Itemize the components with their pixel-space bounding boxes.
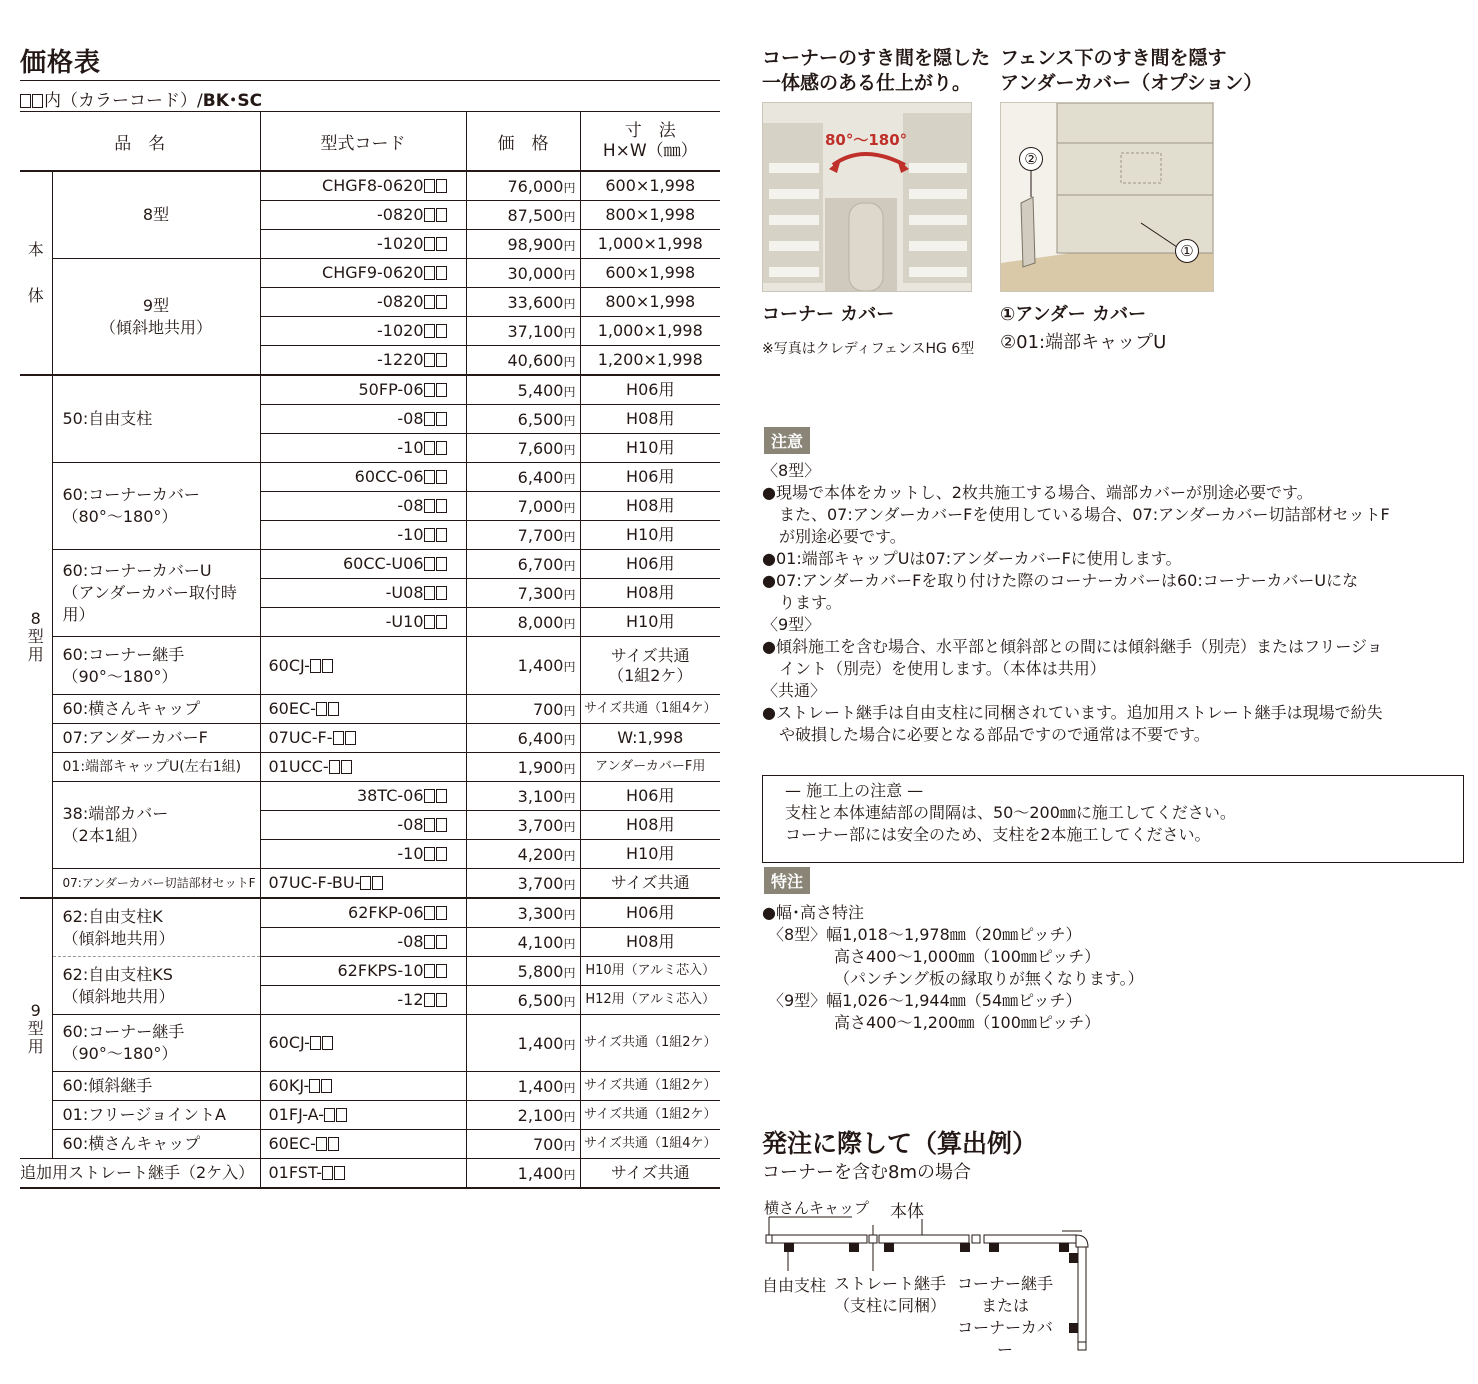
price-cell: 5,400円 (466, 375, 580, 405)
size-cell: サイズ共通（1組4ケ） (580, 695, 720, 724)
price-cell: 6,500円 (466, 986, 580, 1015)
size-cell: H08用 (580, 492, 720, 521)
model-code-cell: 07UC-F- (260, 724, 466, 753)
color-box-icon (424, 410, 448, 429)
post-label: 自由支柱 (762, 1276, 827, 1295)
table-row (20, 1130, 720, 1159)
photo-left-caption: コーナーのすき間を隠した 一体感のある仕上がり。 (762, 47, 991, 94)
product-name: 9型 （傾斜地共用） (52, 259, 260, 376)
model-code-cell: 60CJ- (260, 637, 466, 695)
notes-list: 〈8型〉 ●現場で本体をカットし、2枚共施工する場合、端部カバーが別途必要です。 また、07:アンダーカバーFを使用している場合、07:アンダーカバー切詰部材セットF が別途必要です。 ●01:端部キャップUは07:アンダーカバーFに使用します。 ●07:アンダーカバーFを取り付けた際のコーナーカバーは60:コーナーカバーUにな ります。 〈9型〉 ●傾斜施工を含む場合、水平部と傾斜部との間には傾斜継手（別売）またはフリージョ イント（別売）を使用します。（本体は共用） 〈共通〉 ●ストレート継手は自由支柱に同梱されています。追加用ストレート継手は現場で紛失 や破損した場合に必要となる部品ですので通常は不要です。 (762, 461, 1390, 744)
table-row (20, 957, 720, 986)
table-row (20, 550, 720, 579)
price-cell: 40,600円 (466, 346, 580, 376)
marker-2: ② (1019, 147, 1043, 171)
size-cell: 800×1,998 (580, 201, 720, 230)
price-cell: 3,700円 (466, 869, 580, 899)
size-cell: W:1,998 (580, 724, 720, 753)
size-cell: 600×1,998 (580, 171, 720, 201)
color-box-icon (424, 933, 448, 952)
color-box-icon (424, 322, 448, 341)
model-code-cell: 60CJ- (260, 1015, 466, 1072)
table-row (20, 259, 720, 288)
size-cell: H06用 (580, 782, 720, 811)
color-box-icon (316, 700, 340, 719)
size-cell: サイズ共通（1組2ケ） (580, 1015, 720, 1072)
color-box-icon (424, 293, 448, 312)
color-box-icon (424, 439, 448, 458)
color-box-icon (310, 1034, 334, 1053)
size-cell: H10用 (580, 840, 720, 869)
size-cell: H08用 (580, 928, 720, 957)
model-code-cell: 38TC-06 (260, 782, 466, 811)
model-code-cell: -1020 (260, 230, 466, 259)
model-code-cell: -10 (260, 434, 466, 463)
color-box-icon (424, 787, 448, 806)
model-code-cell: -U10 (260, 608, 466, 637)
model-code-cell: -08 (260, 811, 466, 840)
table-row (20, 782, 720, 811)
size-cell: H12用（アルミ芯入） (580, 986, 720, 1015)
price-cell: 6,700円 (466, 550, 580, 579)
size-cell: 800×1,998 (580, 288, 720, 317)
special-tag: 特注 (764, 867, 810, 894)
table-row (20, 1159, 720, 1189)
color-box-icon (324, 1106, 348, 1125)
size-cell: H10用 (580, 521, 720, 550)
price-cell: 8,000円 (466, 608, 580, 637)
under-cover-illustration (1001, 103, 1213, 291)
notes-tag: 注意 (764, 427, 810, 454)
price-cell: 76,000円 (466, 171, 580, 201)
color-box-icon (424, 235, 448, 254)
size-cell: H08用 (580, 405, 720, 434)
product-name: 07:アンダーカバー切詰部材セットF (52, 869, 260, 899)
size-cell: H10用 (580, 434, 720, 463)
product-name: 38:端部カバー （2本1組） (52, 782, 260, 869)
color-box-icon (424, 497, 448, 516)
model-code-cell: 60KJ- (260, 1072, 466, 1101)
model-code-cell: CHGF8-0620 (260, 171, 466, 201)
cap-label: 横さんキャップ (764, 1199, 870, 1217)
model-code-cell: -10 (260, 521, 466, 550)
price-cell: 6,400円 (466, 724, 580, 753)
table-row (20, 463, 720, 492)
color-box-icon (424, 177, 448, 196)
price-cell: 6,500円 (466, 405, 580, 434)
product-name: 50:自由支柱 (52, 375, 260, 463)
product-name: 追加用ストレート継手（2ケ入） (20, 1159, 260, 1189)
price-cell: 5,800円 (466, 957, 580, 986)
model-code-cell: -08 (260, 492, 466, 521)
model-code-cell: 01FJ-A- (260, 1101, 466, 1130)
size-cell: 1,000×1,998 (580, 230, 720, 259)
group-label-type9: 9型用 (20, 898, 52, 1159)
model-code-cell: 50FP-06 (260, 375, 466, 405)
page-title: 価格表 (20, 48, 102, 78)
model-code-cell: -1020 (260, 317, 466, 346)
model-code-cell: -08 (260, 405, 466, 434)
title-rule (20, 80, 720, 81)
price-cell: 6,400円 (466, 463, 580, 492)
product-name: 60:コーナー継手 （90°〜180°） (52, 637, 260, 695)
model-code-cell: -1220 (260, 346, 466, 376)
photo-right-caption: フェンス下のすき間を隠す アンダーカバー（オプション） (1000, 47, 1263, 94)
body-label: 本体 (890, 1202, 924, 1222)
price-cell: 7,000円 (466, 492, 580, 521)
color-box-icon (424, 584, 448, 603)
color-box-icon (20, 92, 44, 112)
product-name: 60:傾斜継手 (52, 1072, 260, 1101)
table-row (20, 724, 720, 753)
color-box-icon (424, 845, 448, 864)
color-box-icon (360, 874, 384, 893)
product-name: 01:フリージョイントA (52, 1101, 260, 1130)
price-cell: 4,100円 (466, 928, 580, 957)
table-row (20, 375, 720, 405)
price-cell: 4,200円 (466, 840, 580, 869)
size-cell: H06用 (580, 463, 720, 492)
color-box-icon (424, 468, 448, 487)
size-cell: 1,000×1,998 (580, 317, 720, 346)
header-size: 寸 法 H×W（㎜） (580, 112, 720, 172)
size-cell: H10用（アルミ芯入） (580, 957, 720, 986)
end-cap-label: ②01:端部キャップU (1000, 332, 1167, 353)
color-box-icon (310, 657, 334, 676)
special-order-list: ●幅･高さ特注 〈8型〉幅1,018〜1,978㎜（20㎜ピッチ） 高さ400〜1,000㎜（100㎜ピッチ） （パンチング板の縁取りが無くなります。） 〈9型〉幅1,026〜1,944㎜（54㎜ピッチ） 高さ400〜1,200㎜（100㎜ピッチ） (762, 903, 1144, 1032)
price-cell: 2,100円 (466, 1101, 580, 1130)
price-cell: 1,400円 (466, 637, 580, 695)
color-box-icon (424, 381, 448, 400)
size-cell: アンダーカバーF用 (580, 753, 720, 782)
under-cover-label: ①アンダー カバー (1000, 304, 1147, 325)
product-name: 60:横さんキャップ (52, 695, 260, 724)
product-name: 62:自由支柱KS （傾斜地共用） (52, 957, 260, 1015)
size-cell: サイズ共通（1組2ケ） (580, 1101, 720, 1130)
color-box-icon (329, 758, 353, 777)
size-cell: H10用 (580, 608, 720, 637)
model-code-cell: -0820 (260, 201, 466, 230)
size-cell: H08用 (580, 811, 720, 840)
order-example-subtitle: コーナーを含む8mの場合 (762, 1162, 971, 1183)
price-cell: 33,600円 (466, 288, 580, 317)
size-cell: H06用 (580, 550, 720, 579)
color-box-icon (322, 1164, 346, 1183)
color-box-icon (309, 1077, 333, 1096)
angle-label: 80°〜180° (825, 131, 908, 149)
group-label-body: 本体 (20, 171, 52, 375)
product-name: 60:コーナー継手 （90°〜180°） (52, 1015, 260, 1072)
price-cell: 3,300円 (466, 898, 580, 928)
construction-notes-box: — 施工上の注意 — 支柱と本体連結部の間隔は、50〜200㎜に施工してください。 コーナー部には安全のため、支柱を2本施工してください。 (762, 775, 1464, 863)
price-table (20, 111, 720, 1189)
size-cell: 1,200×1,998 (580, 346, 720, 376)
price-cell: 30,000円 (466, 259, 580, 288)
size-cell: H06用 (580, 898, 720, 928)
model-code-cell: 07UC-F-BU- (260, 869, 466, 899)
price-cell: 1,400円 (466, 1159, 580, 1189)
price-cell: 3,100円 (466, 782, 580, 811)
table-row (20, 695, 720, 724)
table-row (20, 1072, 720, 1101)
color-box-icon (424, 816, 448, 835)
price-cell: 7,300円 (466, 579, 580, 608)
header-name: 品 名 (20, 112, 260, 172)
header-price: 価 格 (466, 112, 580, 172)
model-code-cell: 60EC- (260, 695, 466, 724)
color-box-icon (424, 962, 448, 981)
header-code: 型式コード (260, 112, 466, 172)
size-cell: H08用 (580, 579, 720, 608)
size-cell: サイズ共通（1組4ケ） (580, 1130, 720, 1159)
color-box-icon (316, 1135, 340, 1154)
model-code-cell: 60EC- (260, 1130, 466, 1159)
model-code-cell: 60CC-U06 (260, 550, 466, 579)
size-cell: サイズ共通 （1組2ケ） (580, 637, 720, 695)
size-cell: サイズ共通 (580, 869, 720, 899)
price-cell: 7,700円 (466, 521, 580, 550)
table-row (20, 171, 720, 201)
color-box-icon (424, 351, 448, 370)
price-cell: 87,500円 (466, 201, 580, 230)
color-box-icon (424, 264, 448, 283)
table-row (20, 1101, 720, 1130)
price-cell: 3,700円 (466, 811, 580, 840)
product-name: 62:自由支柱K （傾斜地共用） (52, 898, 260, 957)
price-cell: 1,400円 (466, 1015, 580, 1072)
model-code-cell: 01FST- (260, 1159, 466, 1189)
model-code-cell: -0820 (260, 288, 466, 317)
price-cell: 98,900円 (466, 230, 580, 259)
color-box-icon (424, 526, 448, 545)
color-code-note: 内（カラーコード）/BK･SC (20, 86, 262, 112)
marker-1: ① (1175, 239, 1199, 263)
corner-joint-label: コーナー継手 または コーナーカバー (956, 1274, 1053, 1359)
model-code-cell: -10 (260, 840, 466, 869)
order-diagram (762, 1195, 1102, 1365)
model-code-cell: -U08 (260, 579, 466, 608)
model-code-cell: 60CC-06 (260, 463, 466, 492)
straight-joint-label: ストレート継手 （支柱に同梱） (834, 1274, 947, 1315)
color-box-icon (333, 729, 357, 748)
size-cell: サイズ共通（1組2ケ） (580, 1072, 720, 1101)
table-row (20, 869, 720, 899)
table-row (20, 1015, 720, 1072)
photo-note: ※写真はクレディフェンスHG 6型 (762, 341, 975, 357)
size-cell: 600×1,998 (580, 259, 720, 288)
corner-cover-label: コーナー カバー (762, 304, 895, 325)
table-header (20, 112, 720, 172)
price-cell: 7,600円 (466, 434, 580, 463)
product-name: 60:コーナーカバー （80°〜180°） (52, 463, 260, 550)
color-box-icon (424, 991, 448, 1010)
color-box-icon (424, 904, 448, 923)
color-box-icon (424, 613, 448, 632)
model-code-cell: 62FKP-06 (260, 898, 466, 928)
table-row (20, 637, 720, 695)
product-name: 07:アンダーカバーF (52, 724, 260, 753)
price-cell: 700円 (466, 1130, 580, 1159)
table-row (20, 753, 720, 782)
order-example-title: 発注に際して（算出例） (762, 1129, 1038, 1158)
model-code-cell: 01UCC- (260, 753, 466, 782)
color-box-icon (424, 555, 448, 574)
model-code-cell: 62FKPS-10 (260, 957, 466, 986)
product-name: 60:横さんキャップ (52, 1130, 260, 1159)
corner-cover-photo (762, 102, 972, 292)
product-name: 60:コーナーカバーU （アンダーカバー取付時用） (52, 550, 260, 637)
product-name: 8型 (52, 171, 260, 259)
size-cell: サイズ共通 (580, 1159, 720, 1189)
product-name: 01:端部キャップU(左右1組) (52, 753, 260, 782)
price-cell: 700円 (466, 695, 580, 724)
price-cell: 1,900円 (466, 753, 580, 782)
model-code-cell: CHGF9-0620 (260, 259, 466, 288)
color-box-icon (424, 206, 448, 225)
size-cell: H06用 (580, 375, 720, 405)
model-code-cell: -12 (260, 986, 466, 1015)
group-label-type8: 8型用 (20, 375, 52, 898)
price-cell: 37,100円 (466, 317, 580, 346)
model-code-cell: -08 (260, 928, 466, 957)
under-cover-photo (1000, 102, 1214, 292)
price-cell: 1,400円 (466, 1072, 580, 1101)
table-row (20, 898, 720, 928)
